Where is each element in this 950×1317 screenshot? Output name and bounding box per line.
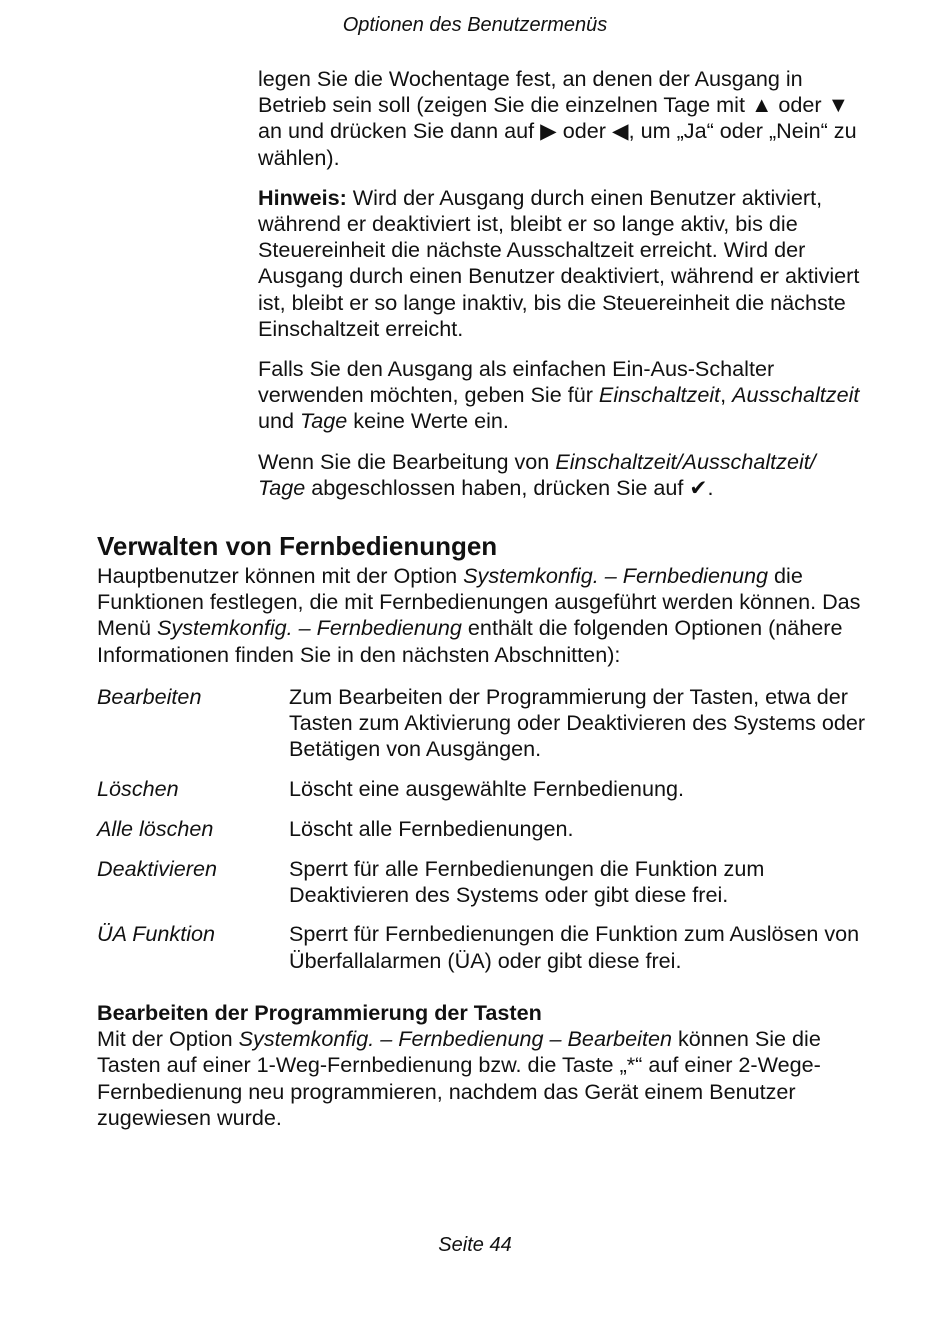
term-times-days: Einschaltzeit/Ausschaltzeit/ Tage <box>258 448 816 500</box>
option-row <box>97 921 867 973</box>
up-triangle-icon: ▲ <box>750 92 773 118</box>
menu-path-1: Systemkonfig. – Fernbedienung <box>463 563 769 588</box>
option-term: Bearbeiten <box>97 684 202 709</box>
option-row <box>97 856 867 908</box>
option-desc: Sperrt für alle Fernbedienungen die Funktion zum Deaktivieren des Systems oder gibt diese frei. <box>289 855 765 907</box>
menu-path-2: Systemkonfig. – Fernbedienung <box>157 615 462 641</box>
switch-text-3: und <box>258 408 301 434</box>
term-tage: Tage <box>300 408 348 434</box>
option-row <box>97 684 867 763</box>
option-term: ÜA Funktion <box>97 921 216 947</box>
finish-text-1: Wenn Sie die Bearbeitung von <box>258 448 556 474</box>
page-number: Seite 44 <box>438 1234 512 1256</box>
note-text: Wird der Ausgang durch einen Benutzer aktiviert, während er deaktiviert ist, bleibt er so lange aktiv, bis die Steuereinheit die nächste Ausschaltzeit erreicht. Wird der Ausgang durch einen Benutzer deaktiviert, während er aktiviert ist, bleibt er so lange inaktiv, bis die Steuereinheit die nächste Einschaltzeit erreicht. <box>258 184 860 341</box>
switch-text-4: keine Werte ein. <box>347 408 509 434</box>
options-list <box>97 684 867 987</box>
option-desc: Löscht eine ausgewählte Fernbedienung. <box>289 776 684 802</box>
down-triangle-icon: ▼ <box>827 92 849 118</box>
checkmark-icon: ✔ <box>689 474 708 500</box>
option-desc: Löscht alle Fernbedienungen. <box>289 815 574 841</box>
subsection-title: Bearbeiten der Programmierung der Tasten <box>97 1000 542 1025</box>
switch-text-2: , <box>720 382 733 408</box>
weekday-text-1: legen Sie die Wochentage fest, an denen der Ausgang in Betrieb sein soll (zeigen Sie die einzelnen Tage mit <box>258 66 803 118</box>
term-ausschaltzeit: Ausschaltzeit <box>732 382 860 408</box>
weekday-text-3: an und drücken Sie dann auf <box>258 118 535 144</box>
weekday-paragraph <box>258 66 868 171</box>
weekday-text-5: , um „Ja“ oder „Nein“ zu wählen). <box>258 118 857 170</box>
subsection-text <box>97 1026 867 1131</box>
indented-block <box>258 66 868 515</box>
option-row <box>97 816 867 842</box>
option-term: Löschen <box>97 776 179 802</box>
term-einschaltzeit: Einschaltzeit <box>598 382 721 408</box>
weekday-text-2: oder <box>778 92 822 118</box>
weekday-text-4: oder <box>562 118 606 144</box>
page-header: Optionen des Benutzermenüs <box>342 14 608 36</box>
option-desc: Zum Bearbeiten der Programmierung der Tasten, etwa der Tasten zum Aktivierung oder Deaktivieren des Systems oder Betätigen von Ausgängen. <box>289 684 866 762</box>
switch-text-1: Falls Sie den Ausgang als einfachen Ein-Aus-Schalter verwenden möchten, geben Sie für <box>258 356 775 408</box>
section-title: Verwalten von Fernbedienungen <box>97 531 498 561</box>
section-remote <box>97 529 867 668</box>
intro-text-1: Hauptbenutzer können mit der Option <box>97 563 464 588</box>
left-triangle-icon: ◀ <box>611 118 629 144</box>
switch-paragraph <box>258 356 868 435</box>
finish-text-3: . <box>707 474 714 500</box>
subsection-edit-keys <box>97 1000 867 1131</box>
intro-text-3: enthält die folgenden Optionen (nähere Informationen finden Sie in den nächsten Abschnitten): <box>97 615 843 667</box>
option-term: Alle löschen <box>97 815 214 841</box>
intro-text-2: die Funktionen festlegen, die mit Fernbedienungen ausgeführt werden können. Das Menü <box>97 563 861 641</box>
sub-text-2: können Sie die Tasten auf einer 1-Weg-Fernbedienung bzw. die Taste „*“ auf einer 2-Wege-Fernbedienung neu programmieren, nachdem das Gerät einem Benutzer zugewiesen wurde. <box>97 1026 821 1130</box>
right-triangle-icon: ▶ <box>540 118 557 144</box>
note-label: Hinweis: <box>258 184 347 210</box>
option-desc: Sperrt für Fernbedienungen die Funktion zum Auslösen von Überfallalarmen (ÜA) oder gibt diese frei. <box>289 921 860 973</box>
option-row <box>97 776 867 802</box>
section-intro <box>97 563 867 668</box>
menu-path-3: Systemkonfig. – Fernbedienung – Bearbeiten <box>238 1026 672 1052</box>
sub-text-1: Mit der Option <box>97 1026 239 1052</box>
option-term: Deaktivieren <box>97 855 218 881</box>
finish-text-2: abgeschlossen haben, drücken Sie auf <box>305 474 690 500</box>
note-paragraph <box>258 185 868 342</box>
finish-paragraph <box>258 449 868 501</box>
